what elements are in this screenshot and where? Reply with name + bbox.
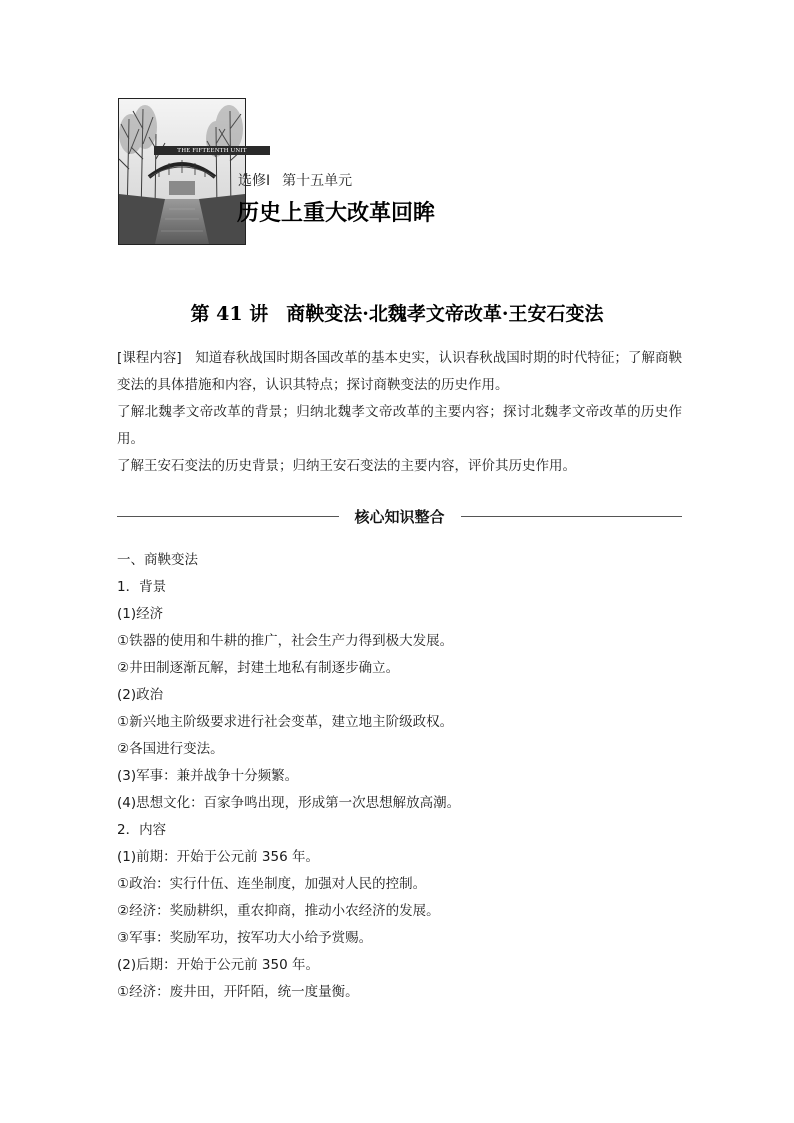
list-item: ①新兴地主阶级要求进行社会变革，建立地主阶级政权。 — [117, 714, 454, 730]
unit-title: 历史上重大改革回眸 — [237, 201, 436, 226]
unit-photo-caption: THE FIFTEENTH UNIT — [154, 146, 270, 155]
lecture-title — [0, 299, 794, 326]
course-content-intro — [117, 345, 682, 480]
list-item: (2)后期：开始于公元前 350 年。 — [117, 957, 319, 973]
list-item: ①铁器的使用和牛耕的推广，社会生产力得到极大发展。 — [117, 633, 454, 649]
subheading-content: 2．内容 — [117, 822, 167, 838]
unit-header — [118, 98, 478, 245]
intro-paragraph: 了解北魏孝文帝改革的背景；归纳北魏孝文帝改革的主要内容；探讨北魏孝文帝改革的历史作用。 — [117, 404, 682, 447]
list-item: ②各国进行变法。 — [117, 741, 224, 757]
unit-number-label: 第十五单元 — [282, 173, 353, 189]
list-item: (3)军事：兼并战争十分频繁。 — [117, 768, 299, 784]
list-item: (1)经济 — [117, 606, 164, 622]
list-item: ①经济：废井田，开阡陌，统一度量衡。 — [117, 984, 359, 1000]
list-item: ①政治：实行什伍、连坐制度，加强对人民的控制。 — [117, 876, 427, 892]
lecture-number: 第 41 讲 — [190, 303, 269, 325]
bridge-canal-image — [119, 99, 245, 244]
intro-paragraph: [课程内容] 知道春秋战国时期各国改革的基本史实，认识春秋战国时期的时代特征；了解商鞅变法的具体措施和内容，认识其特点；探讨商鞅变法的历史作用。 — [117, 350, 682, 393]
knowledge-body — [117, 547, 682, 1006]
subheading-background: 1．背景 — [117, 579, 167, 595]
list-item: (1)前期：开始于公元前 356 年。 — [117, 849, 319, 865]
unit-cover-photo — [118, 98, 246, 245]
heading-shangyang-reform: 一、商鞅变法 — [117, 552, 198, 568]
list-item: ②经济：奖励耕织，重农抑商，推动小农经济的发展。 — [117, 903, 440, 919]
list-item: ③军事：奖励军功，按军功大小给予赏赐。 — [117, 930, 373, 946]
divider-line-left — [117, 516, 339, 517]
section-heading: 核心知识整合 — [354, 507, 445, 526]
lecture-topic: 商鞅变法·北魏孝文帝改革·王安石变法 — [286, 303, 604, 325]
divider-line-right — [461, 516, 683, 517]
list-item: (2)政治 — [117, 687, 164, 703]
intro-paragraph: 了解王安石变法的历史背景；归纳王安石变法的主要内容，评价其历史作用。 — [117, 458, 576, 474]
list-item: (4)思想文化：百家争鸣出现，形成第一次思想解放高潮。 — [117, 795, 461, 811]
list-item: ②井田制逐渐瓦解，封建土地私有制逐步确立。 — [117, 660, 400, 676]
unit-subtitle — [238, 170, 352, 190]
module-label: 选修Ⅰ — [238, 173, 271, 189]
section-divider — [117, 505, 682, 527]
